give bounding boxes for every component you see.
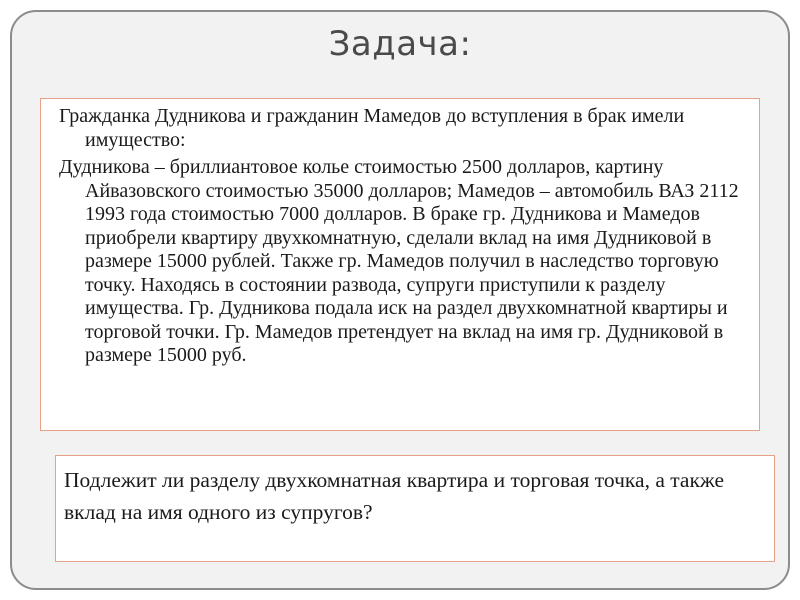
task-paragraph-intro: Гражданка Дудникова и гражданин Мамедов до вступления в брак имели имущество: xyxy=(59,105,685,151)
question-box xyxy=(55,455,775,562)
task-text-box xyxy=(40,98,760,431)
task-paragraph-details: Дудникова – бриллиантовое колье стоимостью 2500 долларов, картину Айвазовского стоимостью 35000 долларов; Мамедов – автомобиль ВАЗ 2112 1993 года стоимостью 7000 долларов. В браке гр. Дудникова и Мамедов приобрели квартиру двухкомнатную, сделали вклад на имя Дудниковой в размере 15000 рублей. Также гр. Мамедов получил в наследство торговую точку. Находясь в состоянии развода, супруги приступили к разделу имущества. Гр. Дудникова подала иск на раздел двухкомнатной квартиры и торговой точки. Гр. Мамедов претендует на вклад на имя гр. Дудниковой в размере 15000 руб. xyxy=(59,156,739,366)
slide-title: Задача: xyxy=(328,24,472,64)
question-text: Подлежит ли разделу двухкомнатная квартира и торговая точка, а также вклад на имя одного из супругов? xyxy=(64,468,725,524)
